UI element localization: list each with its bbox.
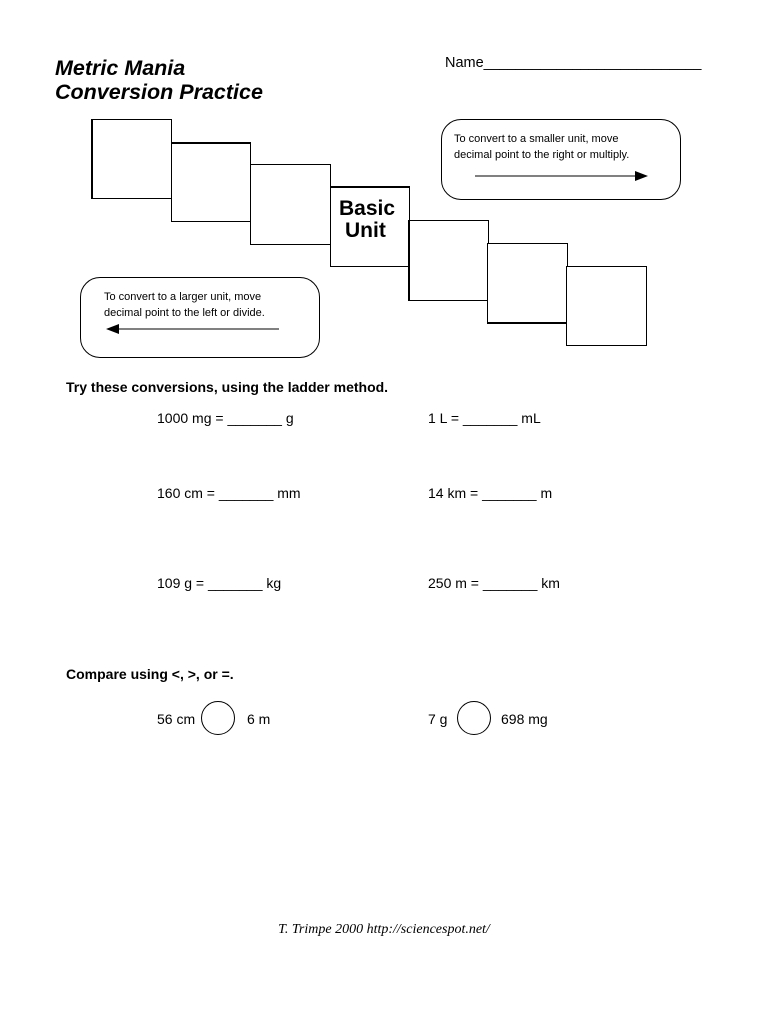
compare-heading: Compare using <, >, or =. [66,666,234,682]
compare-2-left: 7 g [428,711,448,727]
hint-smaller-line-1: To convert to a smaller unit, move [454,133,619,145]
compare-1-answer-circle[interactable] [201,701,235,735]
ladder-step-basic-unit [330,186,410,267]
compare-2-right: 698 mg [501,711,548,727]
compare-1-left: 56 cm [157,711,196,727]
basic-unit-label-2: Unit [345,219,386,242]
hint-larger-line-1: To convert to a larger unit, move [104,291,262,303]
arrow-left-icon [105,322,280,336]
ladder-step-2 [171,142,251,222]
title-line-2: Conversion Practice [55,80,263,104]
conversion-problem-5[interactable]: 109 g = _______ kg [157,575,282,591]
ladder-step-3 [250,164,331,245]
hint-smaller-line-2: decimal point to the right or multiply. [454,149,630,161]
ladder-step-1 [91,119,172,199]
arrow-right-icon [475,169,650,183]
footer-credit: T. Trimpe 2000 http://sciencespot.net/ [278,922,490,937]
title-line-1: Metric Mania [55,56,186,80]
worksheet-title [55,56,263,104]
ladder-step-6 [487,243,568,324]
ladder-step-7 [566,266,647,346]
conversions-heading: Try these conversions, using the ladder method. [66,379,389,395]
conversion-problem-6[interactable]: 250 m = _______ km [428,575,560,591]
hint-smaller-unit [441,119,681,200]
conversion-problem-4[interactable]: 14 km = _______ m [428,485,553,501]
conversion-problem-2[interactable]: 1 L = _______ mL [428,410,541,426]
hint-larger-line-2: decimal point to the left or divide. [104,307,265,319]
conversion-problem-3[interactable]: 160 cm = _______ mm [157,485,301,501]
conversion-problem-1[interactable]: 1000 mg = _______ g [157,410,294,426]
ladder-step-5 [408,220,489,301]
name-field[interactable]: Name___________________________ [445,55,702,71]
compare-1-right: 6 m [247,711,271,727]
compare-2-answer-circle[interactable] [457,701,491,735]
hint-larger-unit [80,277,320,358]
basic-unit-label-1: Basic [339,197,396,220]
